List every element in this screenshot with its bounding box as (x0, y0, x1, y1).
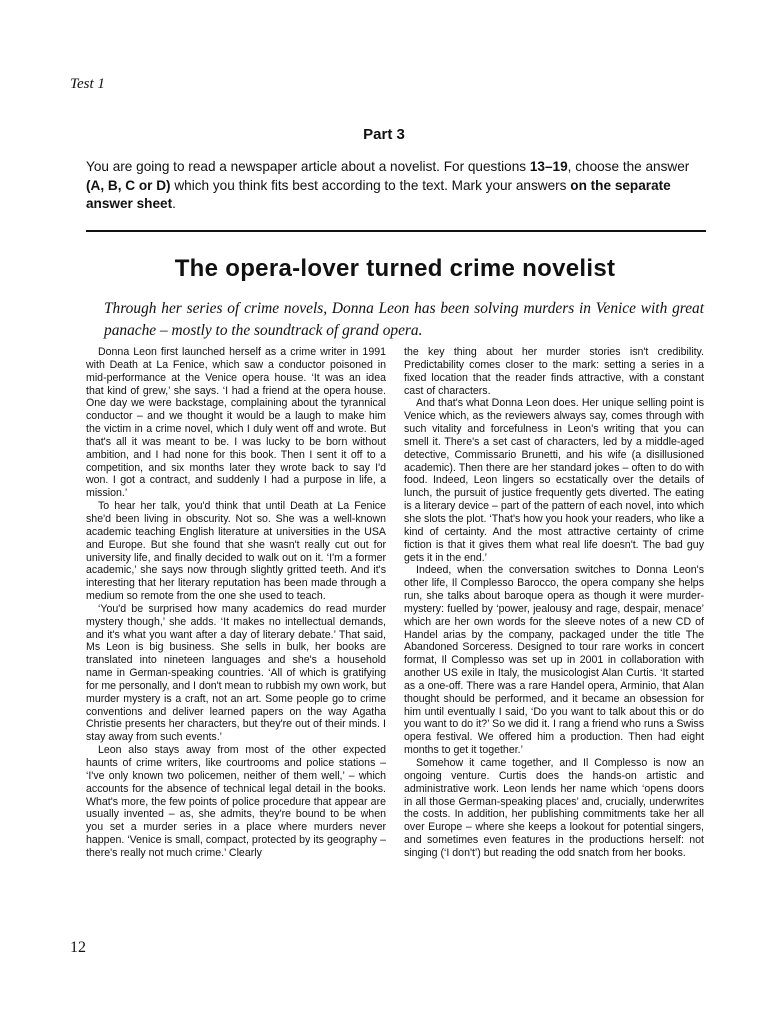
instructions-answer-sheet: on the separate answer sheet (86, 177, 671, 211)
instructions-questions: 13–19 (529, 159, 568, 174)
instructions-text-2: , choose the answer (567, 159, 690, 174)
running-head: Test 1 (70, 76, 105, 92)
instructions-end: . (172, 196, 176, 211)
article-paragraph: To hear her talk, you'd think that until Death at La Fenice she'd been living in obscurity. Not so. She was a well-known academic teaching English literature at universities in the USA and Europe. But she found that she wasn't really cut out for university life, and finally decided to walk out on it. ‘I'm a former academic,’ she says now through slightly gritted teeth. And it's interesting that her literary reputation has been made through a medium so remote from the one she used to teach. (86, 500, 386, 603)
article-paragraph: Leon also stays away from most of the other expected haunts of crime writers, like courtrooms and police stations – ‘I've only known two policemen, neither of them well,’ – which accounts for the absence of technical legal detail in the books. What's more, the few points of police procedure that appear are usually invented – as, she admits, they're bound to be when you set a murder series in a place where murders never happen. ‘Venice is small, compact, protected by its geography – there's really not much crime.’ Clearly (86, 744, 386, 859)
article-paragraph: Donna Leon first launched herself as a crime writer in 1991 with Death at La Fenice, which saw a conductor poisoned in mid-performance at the Venice opera house. ‘It was an idea that kind of grew,’ she says. ‘I had a friend at the opera house. One day we were backstage, complaining about the tyrannical conductor – and we thought it would be a laugh to make him the victim in a crime novel, which I duly went off and wrote. But that's all it was meant to be. I was lucky to be born without ambition, and I had none for this book. Then I sent it off to a competition, and six months later they wrote back to say I'd won. I got a contract, and suddenly I had a purpose in life, a mission.’ (86, 346, 386, 500)
instructions-text-1: You are going to read a newspaper article about a novelist. For questions (86, 159, 530, 174)
instructions-options: (A, B, C or D) (86, 177, 171, 193)
article-headline: The opera-lover turned crime novelist (174, 255, 616, 282)
article-column-left (86, 346, 386, 860)
article-paragraph: Somehow it came together, and Il Complesso is now an ongoing venture. Curtis does the hands-on artistic and administrative work. Leon lends her name which ‘opens doors in all those German-speaking places’ and, crucially, underwrites the costs. In addition, her publishing commitments take her all over Europe – where she keeps a lookout for potential singers, and sometimes even features in the productions herself: not singing (‘I don't’) but reading the odd snatch from her books. (404, 757, 704, 859)
instructions-text-3: which you think fits best according to the text. Mark your answers (170, 177, 571, 193)
divider-rule (86, 230, 706, 232)
article-paragraph: ‘You'd be surprised how many academics do read murder mystery though,’ she adds. ‘It makes no intellectual demands, and it's what you want after a day of literary debate.’ That said, Ms Leon is big business. She sells in bulk, her books are translated into nineteen languages and she's a household name in German-speaking countries. ‘All of which is gratifying for me personally, and I don't mean to rubbish my own work, but murder mystery is a craft, not an art. Some people go to crime conventions and deliver learned papers on the way Agatha Christie presents her characters, but they're out of their minds. I stay away from such events.’ (86, 602, 386, 744)
article-standfirst: Through her series of crime novels, Donna Leon has been solving murders in Venice with great panache – mostly to the soundtrack of grand opera. (104, 300, 704, 339)
article-paragraph: Indeed, when the conversation switches to Donna Leon's other life, Il Complesso Barocco, the opera company she helps run, she talks about baroque opera as though it were murder-mystery: fuelled by ‘power, jealousy and rage, despair, menace’ which are her own words for the sleeve notes of a new CD of Handel arias by the company, packaged under the title The Abandoned Sorceress. Designed to tour rare works in concert format, Il Complesso was set up in 2001 in collaboration with another US exile in Italy, the musicologist Alan Curtis. ‘It started as a one-off. There was a rare Handel opera, Arminio, that Alan thought should be performed, and it became an obsession for him until eventually I said, ‘Do you want to talk about this or do you want to do it?’ So we did it. I rang a friend who runs a Swiss opera festival. We offered him a production. Then had eight months to get it together.’ (404, 564, 704, 757)
part-title: Part 3 (363, 126, 405, 143)
article-column-right (404, 346, 704, 860)
article-paragraph: And that's what Donna Leon does. Her unique selling point is Venice which, as the reviewers always say, comes through with such vitality and forcefulness in Leon's writing that you can smell it. There's a set cast of characters, led by a middle-aged detective, Commissario Brunetti, and his wife (a disillusioned academic). Then there are her standard jokes – often to do with food. Indeed, Leon lingers so ecstatically over the details of lunch, the pursuit of justice frequently gets diverted. The eating is a literary device – part of the pattern of each novel, into which she slots the plot. ‘That's how you hook your readers, who like a kind of certainty. And the most attractive certainty of crime fiction is that it gives them what real life doesn't. The bad guy gets it in the end.’ (404, 397, 704, 564)
article-paragraph: the key thing about her murder stories isn't credibility. Predictability comes closer to the mark: setting a series in a fixed location that the reader finds attractive, with a constant cast of characters. (404, 346, 704, 397)
instructions (86, 158, 706, 214)
page-number: 12 (70, 939, 86, 956)
